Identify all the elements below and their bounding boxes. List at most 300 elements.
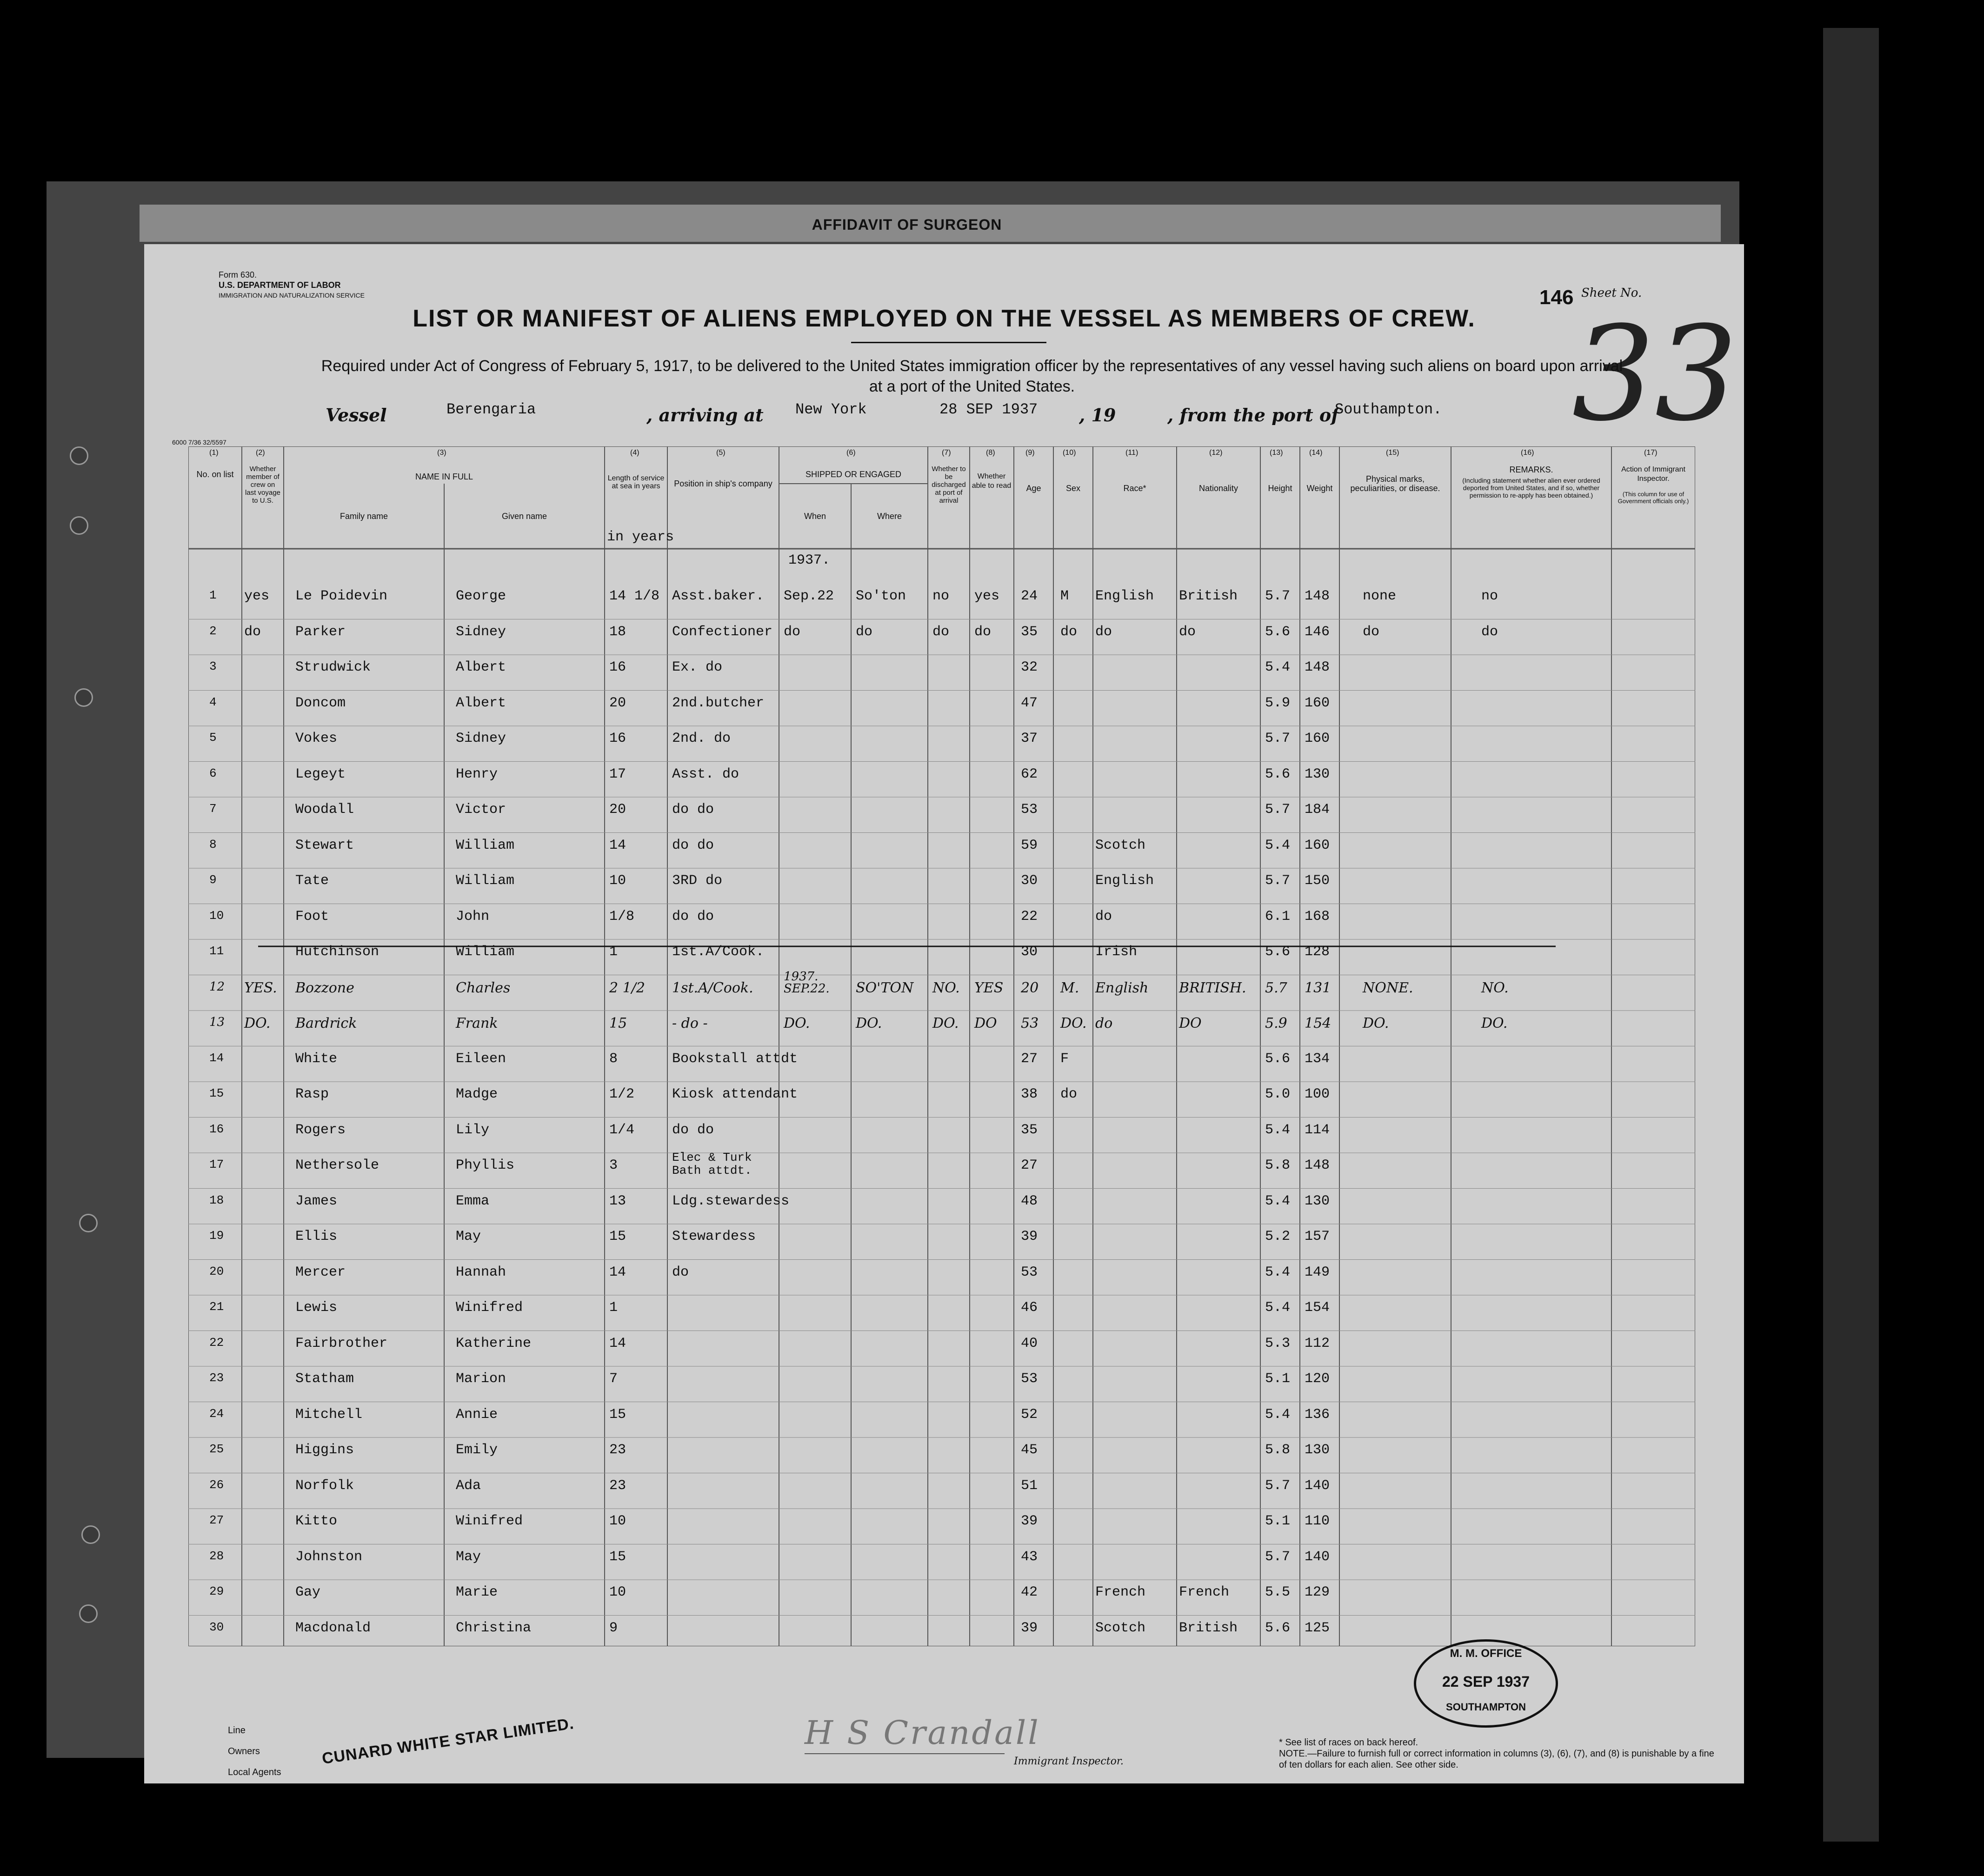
family-name-cell: Parker xyxy=(295,624,346,640)
manifest-subtitle: Required under Act of Congress of February 5, 1917, to be delivered to the United States immigration officer by the representatives of any vessel having such aliens on board upon arrival at a port of the United States. xyxy=(321,357,1623,395)
row-number: 14 xyxy=(209,1051,224,1065)
service-length-cell: 10 xyxy=(609,1513,626,1529)
punch-hole xyxy=(81,1525,100,1544)
family-name-cell: Johnston xyxy=(295,1549,363,1565)
height-cell: 5.4 xyxy=(1265,1406,1291,1423)
weight-cell: 110 xyxy=(1305,1513,1330,1529)
given-name-cell: Hannah xyxy=(456,1264,506,1280)
physical-marks-cell: DO. xyxy=(1363,1015,1389,1031)
departure-port: Southampton. xyxy=(1335,401,1442,418)
given-name-cell: Phyllis xyxy=(456,1158,515,1173)
given-name-cell: Katherine xyxy=(456,1335,532,1351)
nationality-cell: DO xyxy=(1179,1015,1202,1031)
weight-cell: 146 xyxy=(1305,624,1330,640)
col-num: (17) xyxy=(1644,449,1658,457)
given-name-cell: Marie xyxy=(456,1584,498,1600)
given-name-cell: Christina xyxy=(456,1620,532,1636)
given-name-cell: Sidney xyxy=(456,624,506,640)
service-length-cell: 3 xyxy=(609,1158,618,1173)
header-family-name: Family name xyxy=(340,512,388,521)
race-cell: French xyxy=(1095,1584,1146,1600)
given-name-cell: George xyxy=(456,588,506,604)
row-number: 3 xyxy=(209,659,217,673)
service-length-cell: 10 xyxy=(609,1584,626,1600)
family-name-cell: Stewart xyxy=(295,837,354,853)
line-label: Line xyxy=(228,1725,246,1736)
col-num: (16) xyxy=(1521,449,1534,457)
weight-cell: 134 xyxy=(1305,1051,1330,1067)
height-cell: 5.6 xyxy=(1265,766,1291,782)
nationality-cell: BRITISH. xyxy=(1179,979,1246,996)
family-name-cell: Kitto xyxy=(295,1513,338,1529)
form-number: Form 630. xyxy=(219,270,257,279)
height-cell: 5.7 xyxy=(1265,1549,1291,1565)
punch-hole xyxy=(70,446,88,465)
height-cell: 6.1 xyxy=(1265,908,1291,925)
header-weight: Weight xyxy=(1306,484,1333,493)
last-voyage-cell: do xyxy=(244,624,261,640)
service-length-cell: 15 xyxy=(609,1549,626,1565)
penalty-note: NOTE.—Failure to furnish full or correct information in columns (3), (6), (7), and (8) is punishable by a fine of ten dollars for each alien. See other side. xyxy=(1279,1749,1714,1770)
inspector-signature: H S Crandall xyxy=(805,1714,1040,1752)
age-cell: 47 xyxy=(1021,695,1038,711)
service-length-cell: 23 xyxy=(609,1442,626,1458)
crew-manifest-table xyxy=(188,446,1695,1646)
height-cell: 5.6 xyxy=(1265,1051,1291,1067)
table-row xyxy=(188,1584,1695,1620)
age-cell: 53 xyxy=(1021,1371,1038,1387)
table-row xyxy=(188,802,1695,838)
background-strip xyxy=(1823,28,1879,1842)
row-number: 20 xyxy=(209,1264,224,1278)
age-cell: 40 xyxy=(1021,1335,1038,1351)
header-discharged: Whether to be discharged at port of arrival xyxy=(932,465,966,505)
table-row xyxy=(188,766,1695,802)
table-row xyxy=(188,1442,1695,1478)
service-length-cell: 13 xyxy=(609,1193,626,1209)
height-cell: 5.4 xyxy=(1265,837,1291,853)
weight-cell: 160 xyxy=(1305,731,1330,746)
last-voyage-cell: yes xyxy=(244,588,270,604)
discharged-cell: do xyxy=(932,624,950,640)
row-number: 1 xyxy=(209,588,217,602)
weight-cell: 128 xyxy=(1305,944,1330,960)
age-cell: 43 xyxy=(1021,1549,1038,1565)
row-number: 5 xyxy=(209,731,217,745)
given-name-cell: Emily xyxy=(456,1442,498,1458)
given-name-cell: Henry xyxy=(456,766,498,782)
age-cell: 20 xyxy=(1021,979,1039,996)
able-to-read-cell: DO xyxy=(974,1015,997,1031)
service-name: IMMIGRATION AND NATURALIZATION SERVICE xyxy=(219,292,365,299)
race-cell: do xyxy=(1095,624,1112,640)
weight-cell: 130 xyxy=(1305,1442,1330,1458)
races-note: * See list of races on back hereof. xyxy=(1279,1737,1418,1748)
shipped-where-cell: SO'TON xyxy=(856,979,914,996)
sex-cell: do xyxy=(1060,1086,1078,1102)
weight-cell: 112 xyxy=(1305,1335,1330,1351)
race-cell: Scotch xyxy=(1095,1620,1146,1636)
age-cell: 51 xyxy=(1021,1477,1038,1494)
age-cell: 35 xyxy=(1021,624,1038,640)
given-name-cell: May xyxy=(456,1229,481,1244)
col-num: (7) xyxy=(942,449,951,457)
family-name-cell: White xyxy=(295,1051,338,1067)
height-cell: 5.0 xyxy=(1265,1086,1291,1102)
position-cell: Bookstall attdt xyxy=(672,1051,798,1067)
col-num: (9) xyxy=(1025,449,1035,457)
family-name-cell: Norfolk xyxy=(295,1477,354,1494)
age-cell: 59 xyxy=(1021,837,1038,853)
table-row xyxy=(188,588,1695,624)
header-length-of-service: Length of service at sea in years xyxy=(607,474,665,490)
sex-cell: F xyxy=(1060,1051,1069,1067)
height-cell: 5.1 xyxy=(1265,1371,1291,1387)
manifest-title: LIST OR MANIFEST OF ALIENS EMPLOYED ON THE VESSEL AS MEMBERS OF CREW. xyxy=(413,305,1476,332)
service-length-cell: 1 xyxy=(609,1300,618,1316)
service-length-cell: 14 xyxy=(609,1335,626,1351)
race-cell: do xyxy=(1095,1015,1113,1031)
race-cell: English xyxy=(1095,979,1149,996)
arrival-port: New York xyxy=(795,401,867,418)
table-row xyxy=(188,1086,1695,1122)
age-cell: 30 xyxy=(1021,873,1038,889)
given-name-cell: Eileen xyxy=(456,1051,506,1067)
arriving-label: , arriving at xyxy=(646,405,764,426)
row-number: 7 xyxy=(209,802,217,816)
age-cell: 45 xyxy=(1021,1442,1038,1458)
height-cell: 5.7 xyxy=(1265,873,1291,889)
table-row xyxy=(188,695,1695,731)
header-action-note: (This column for use of Government officials only.) xyxy=(1618,491,1689,505)
row-number: 28 xyxy=(209,1549,224,1563)
position-cell: Stewardess xyxy=(672,1229,756,1244)
form-id xyxy=(219,270,365,300)
remarks-cell: NO. xyxy=(1481,979,1509,996)
punch-hole xyxy=(79,1214,98,1232)
family-name-cell: Bozzone xyxy=(295,979,354,996)
table-row xyxy=(188,1229,1695,1264)
remarks-cell: do xyxy=(1481,624,1498,640)
age-cell: 39 xyxy=(1021,1513,1038,1529)
row-number: 24 xyxy=(209,1406,224,1421)
family-name-cell: Macdonald xyxy=(295,1620,371,1636)
row-number: 11 xyxy=(209,944,224,958)
weight-cell: 114 xyxy=(1305,1122,1330,1138)
table-row xyxy=(188,659,1695,695)
service-length-cell: 23 xyxy=(609,1477,626,1494)
service-length-cell: 14 xyxy=(609,837,626,853)
family-name-cell: Woodall xyxy=(295,802,354,818)
stamp-date: 22 SEP 1937 xyxy=(1442,1673,1530,1690)
col-num: (11) xyxy=(1125,449,1138,457)
age-cell: 39 xyxy=(1021,1620,1038,1636)
table-row xyxy=(188,1478,1695,1514)
row-number: 2 xyxy=(209,624,217,638)
able-to-read-cell: YES xyxy=(974,979,1004,996)
age-cell: 53 xyxy=(1021,802,1038,818)
table-row xyxy=(188,624,1695,660)
row-number: 13 xyxy=(209,1015,225,1029)
given-name-cell: Albert xyxy=(456,695,506,711)
weight-cell: 148 xyxy=(1305,588,1330,604)
service-length-cell: 15 xyxy=(609,1406,626,1423)
header-position: Position in ship's company xyxy=(674,479,772,488)
height-cell: 5.1 xyxy=(1265,1513,1291,1529)
nationality-cell: do xyxy=(1179,624,1196,640)
header-height: Height xyxy=(1268,484,1292,493)
punch-hole xyxy=(79,1604,98,1623)
family-name-cell: Nethersole xyxy=(295,1158,379,1173)
service-length-cell: 14 1/8 xyxy=(609,588,660,604)
table-row xyxy=(188,969,1695,1016)
header-no-on-list: No. on list xyxy=(196,470,234,479)
row-number: 15 xyxy=(209,1086,224,1100)
weight-cell: 140 xyxy=(1305,1477,1330,1494)
family-name-cell: Foot xyxy=(295,908,329,925)
row-number: 30 xyxy=(209,1620,224,1634)
service-length-cell: 10 xyxy=(609,873,626,889)
table-row xyxy=(188,1122,1695,1158)
footer-note xyxy=(1279,1737,1721,1770)
family-name-cell: Statham xyxy=(295,1371,354,1387)
given-name-cell: Marion xyxy=(456,1371,506,1387)
nationality-cell: British xyxy=(1179,588,1238,604)
table-row xyxy=(188,873,1695,909)
position-cell: Ldg.stewardess xyxy=(672,1193,790,1209)
sheet-number-label: Sheet No. xyxy=(1581,286,1642,300)
header-physical-marks: Physical marks, peculiarities, or disease. xyxy=(1350,474,1440,493)
family-name-cell: Rogers xyxy=(295,1122,346,1138)
table-row xyxy=(188,838,1695,873)
col-num: (10) xyxy=(1063,449,1076,457)
family-name-cell: Rasp xyxy=(295,1086,329,1102)
header-able-to-read: Whether able to read xyxy=(972,472,1012,490)
family-name-cell: Doncom xyxy=(295,695,346,711)
age-cell: 39 xyxy=(1021,1229,1038,1244)
table-row xyxy=(188,731,1695,766)
weight-cell: 148 xyxy=(1305,659,1330,675)
sheet-number: 146 xyxy=(1539,286,1574,309)
position-cell: 1st.A/Cook. xyxy=(672,944,765,960)
height-cell: 5.6 xyxy=(1265,1620,1291,1636)
punch-hole xyxy=(74,688,93,707)
service-length-cell: 20 xyxy=(609,695,626,711)
row-number: 8 xyxy=(209,837,217,852)
position-cell: do do xyxy=(672,802,714,818)
age-cell: 24 xyxy=(1021,588,1038,604)
table-row xyxy=(188,1051,1695,1087)
last-voyage-cell: YES. xyxy=(244,979,277,996)
weight-cell: 100 xyxy=(1305,1086,1330,1102)
position-cell: do do xyxy=(672,1122,714,1138)
sex-cell: DO. xyxy=(1060,1015,1087,1031)
family-name-cell: Fairbrother xyxy=(295,1335,388,1351)
age-cell: 53 xyxy=(1021,1264,1038,1280)
position-cell: Elec & Turk Bath attdt. xyxy=(672,1151,752,1177)
row-number: 9 xyxy=(209,873,217,887)
age-cell: 30 xyxy=(1021,944,1038,960)
header-age: Age xyxy=(1026,484,1041,493)
table-row xyxy=(188,1193,1695,1229)
age-cell: 46 xyxy=(1021,1300,1038,1316)
service-length-cell: 1/2 xyxy=(609,1086,635,1102)
service-length-cell: 14 xyxy=(609,1264,626,1280)
title-rule xyxy=(851,342,1046,343)
physical-marks-cell: do xyxy=(1363,624,1380,640)
table-row xyxy=(188,1336,1695,1371)
height-cell: 5.3 xyxy=(1265,1335,1291,1351)
vessel-label: Vessel xyxy=(326,405,387,426)
given-name-cell: Frank xyxy=(456,1015,498,1031)
header-nationality: Nationality xyxy=(1198,484,1238,493)
service-length-cell: 7 xyxy=(609,1371,618,1387)
shipped-when-cell: do xyxy=(784,624,801,640)
given-name-cell: Sidney xyxy=(456,731,506,746)
weight-cell: 136 xyxy=(1305,1406,1330,1423)
height-cell: 5.4 xyxy=(1265,1300,1291,1316)
weight-cell: 149 xyxy=(1305,1264,1330,1280)
table-row xyxy=(188,1549,1695,1585)
position-cell: Asst. do xyxy=(672,766,739,782)
table-row xyxy=(188,1151,1695,1193)
nationality-cell: French xyxy=(1179,1584,1230,1600)
position-cell: - do - xyxy=(672,1015,708,1031)
given-name-cell: Winifred xyxy=(456,1300,523,1316)
nationality-cell: British xyxy=(1179,1620,1238,1636)
age-cell: 62 xyxy=(1021,766,1038,782)
position-cell: do do xyxy=(672,908,714,925)
height-cell: 5.2 xyxy=(1265,1229,1291,1244)
agents-stamp: CUNARD WHITE STAR LIMITED. xyxy=(320,1715,575,1768)
manifest-sheet xyxy=(144,244,1744,1783)
sex-cell: M xyxy=(1060,588,1069,604)
physical-marks-cell: none xyxy=(1363,588,1397,604)
col-num: (2) xyxy=(256,449,265,457)
family-name-cell: Hutchinson xyxy=(295,944,379,960)
header-action: Action of Immigrant Inspector. xyxy=(1621,466,1685,483)
family-name-cell: Mitchell xyxy=(295,1406,363,1423)
sex-cell: do xyxy=(1060,624,1078,640)
family-name-cell: Mercer xyxy=(295,1264,346,1280)
age-cell: 53 xyxy=(1021,1015,1039,1031)
row-number: 19 xyxy=(209,1229,224,1243)
row-number: 6 xyxy=(209,766,217,780)
position-cell: do xyxy=(672,1264,689,1280)
header-when: When xyxy=(804,512,826,521)
height-cell: 5.4 xyxy=(1265,1122,1291,1138)
department-name: U.S. DEPARTMENT OF LABOR xyxy=(219,280,341,290)
handwritten-sheet-number: 33 xyxy=(1572,299,1738,450)
header-remarks-note: (Including statement whether alien ever ordered deported from United States, and if so, whether permission to re-apply has been obtained.) xyxy=(1462,477,1600,499)
age-cell: 52 xyxy=(1021,1406,1038,1423)
shipped-when-cell: DO. xyxy=(784,1015,810,1031)
age-cell: 48 xyxy=(1021,1193,1038,1209)
owners-label: Owners xyxy=(228,1746,260,1756)
given-name-cell: Winifred xyxy=(456,1513,523,1529)
last-voyage-cell: DO. xyxy=(244,1015,271,1031)
given-name-cell: Ada xyxy=(456,1477,481,1494)
height-cell: 5.9 xyxy=(1265,1015,1287,1031)
col-num: (8) xyxy=(986,449,995,457)
row-number: 12 xyxy=(209,979,225,994)
from-port-label: , from the port of xyxy=(1167,405,1339,426)
service-length-cell: 1/4 xyxy=(609,1122,635,1138)
family-name-cell: Vokes xyxy=(295,731,338,746)
stamp-bottom: SOUTHAMPTON xyxy=(1446,1701,1526,1713)
service-length-cell: 17 xyxy=(609,766,626,782)
col-num: (4) xyxy=(630,449,639,457)
table-row xyxy=(188,1513,1695,1549)
row-number: 29 xyxy=(209,1584,224,1598)
header-name-in-full: NAME IN FULL xyxy=(415,472,473,481)
service-length-cell: 15 xyxy=(609,1015,627,1031)
height-cell: 5.4 xyxy=(1265,659,1291,675)
position-cell: Ex. do xyxy=(672,659,723,675)
table-row xyxy=(188,909,1695,945)
discharged-cell: NO. xyxy=(932,979,960,996)
weight-cell: 125 xyxy=(1305,1620,1330,1636)
weight-cell: 160 xyxy=(1305,837,1330,853)
discharged-cell: DO. xyxy=(932,1015,959,1031)
table-row xyxy=(188,1300,1695,1336)
service-length-cell: 15 xyxy=(609,1229,626,1244)
age-cell: 38 xyxy=(1021,1086,1038,1102)
age-cell: 35 xyxy=(1021,1122,1038,1138)
col-num: (1) xyxy=(209,449,219,457)
weight-cell: 154 xyxy=(1305,1300,1330,1316)
given-name-cell: William xyxy=(456,944,515,960)
given-name-cell: Albert xyxy=(456,659,506,675)
row-number: 16 xyxy=(209,1122,224,1136)
table-row xyxy=(188,1371,1695,1407)
row-number: 25 xyxy=(209,1442,224,1456)
mm-office-stamp xyxy=(1414,1639,1558,1728)
family-name-cell: Tate xyxy=(295,873,329,889)
sex-cell: M. xyxy=(1060,979,1079,996)
weight-cell: 130 xyxy=(1305,766,1330,782)
physical-marks-cell: NONE. xyxy=(1363,979,1413,996)
height-cell: 5.7 xyxy=(1265,1477,1291,1494)
row-number: 10 xyxy=(209,908,224,923)
weight-cell: 130 xyxy=(1305,1193,1330,1209)
table-row xyxy=(188,1264,1695,1300)
race-cell: do xyxy=(1095,908,1112,925)
family-name-cell: Higgins xyxy=(295,1442,354,1458)
service-length-cell: 2 1/2 xyxy=(609,979,645,996)
age-cell: 32 xyxy=(1021,659,1038,675)
age-cell: 27 xyxy=(1021,1051,1038,1067)
able-to-read-cell: yes xyxy=(974,588,1000,604)
height-cell: 5.7 xyxy=(1265,588,1291,604)
inspector-label: Immigrant Inspector. xyxy=(1014,1756,1124,1767)
year-label: , 19 xyxy=(1079,405,1116,426)
agents-label: Local Agents xyxy=(228,1767,281,1777)
col-num: (6) xyxy=(846,449,856,457)
height-cell: 5.7 xyxy=(1265,979,1287,996)
weight-cell: 150 xyxy=(1305,873,1330,889)
remarks-cell: DO. xyxy=(1481,1015,1508,1031)
row-number: 26 xyxy=(209,1477,224,1492)
age-cell: 37 xyxy=(1021,731,1038,746)
position-cell: do do xyxy=(672,837,714,853)
shipped-when-cell: Sep.22 xyxy=(784,588,834,604)
given-name-cell: Emma xyxy=(456,1193,490,1209)
given-name-cell: William xyxy=(456,837,515,853)
row-number: 22 xyxy=(209,1335,224,1350)
header-where: Where xyxy=(877,512,902,521)
row-number: 21 xyxy=(209,1300,224,1314)
